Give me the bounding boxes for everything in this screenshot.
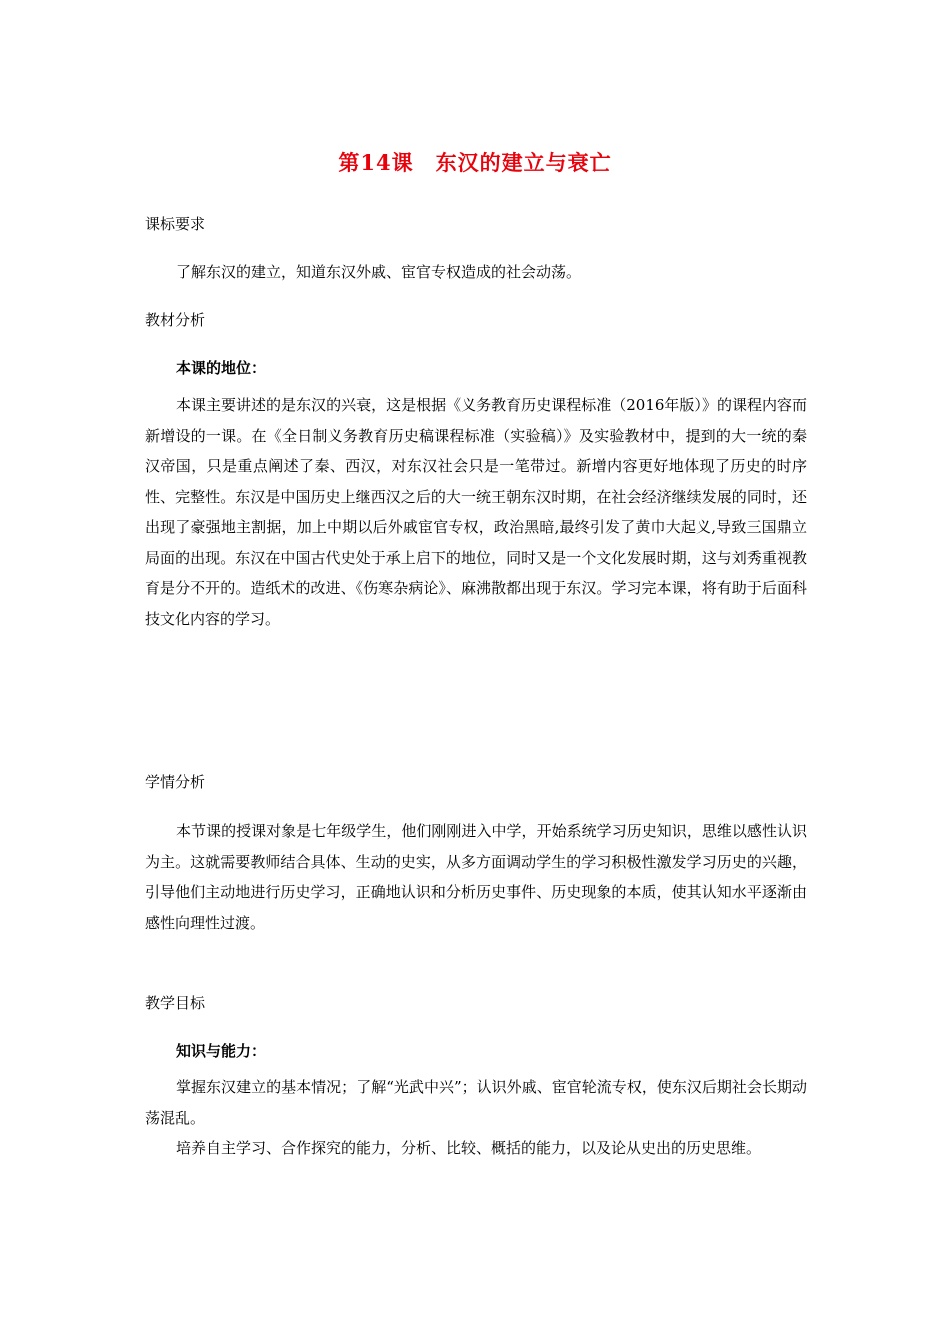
section-heading-standard: 课标要求 — [145, 215, 206, 233]
title-topic: 东汉的建立与衰亡 — [435, 150, 612, 175]
section-heading-textbook: 教材分析 — [145, 311, 206, 329]
page-title — [0, 147, 950, 177]
paragraph-textbook-analysis: 本课主要讲述的是东汉的兴衰，这是根据《义务教育历史课程标准（2016年版）》的课程内容而新增设的一课。在《全日制义务教育历史稿课程标准（实验稿）》及实验教材中，提到的大一统的秦汉帝国，只是重点阐述了秦、西汉，对东汉社会只是一笔带过。新增内容更好地体现了历史的时序性、完整性。东汉是中国历史上继西汉之后的大一统王朝东汉时期，在社会经济继续发展的同时，还出现了豪强地主割据，加上中期以后外戚宦官专权，政治黑暗,最终引发了黄巾大起义,导致三国鼎立局面的出现。东汉在中国古代史处于承上启下的地位，同时又是一个文化发展时期，这与刘秀重视教育是分不开的。造纸术的改进、《伤寒杂病论》、麻沸散都出现于东汉。学习完本课，将有助于后面科技文化内容的学习。 — [145, 396, 807, 628]
paragraph-goal-ability: 培养自主学习、合作探究的能力，分析、比较、概括的能力，以及论从史出的历史思维。 — [176, 1139, 762, 1157]
paragraph-standard: 了解东汉的建立，知道东汉外戚、宦官专权造成的社会动荡。 — [176, 263, 582, 281]
section-heading-students: 学情分析 — [145, 773, 206, 791]
subheading-knowledge-ability: 知识与能力： — [176, 1042, 267, 1060]
title-lesson-number: 第14课 — [338, 150, 414, 175]
paragraph-goal-knowledge: 掌握东汉建立的基本情况；了解“光武中兴”；认识外戚、宦官轮流专权，使东汉后期社会长期动荡混乱。 — [145, 1078, 807, 1127]
section-heading-goals: 教学目标 — [145, 994, 206, 1012]
paragraph-student-analysis: 本节课的授课对象是七年级学生，他们刚刚进入中学，开始系统学习历史知识，思维以感性认识为主。这就需要教师结合具体、生动的史实，从多方面调动学生的学习积极性激发学习历史的兴趣，引导他们主动地进行历史学习，正确地认识和分析历史事件、历史现象的本质，使其认知水平逐渐由感性向理性过渡。 — [145, 822, 807, 932]
subheading-lesson-position: 本课的地位： — [176, 359, 267, 377]
